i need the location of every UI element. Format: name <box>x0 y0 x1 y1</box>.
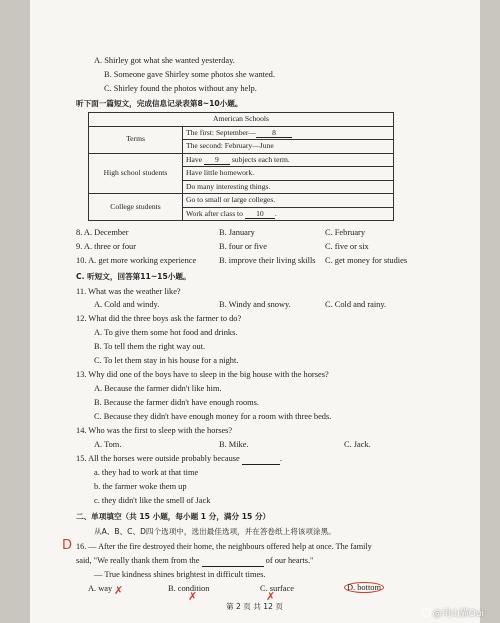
q12-option-c: C. To let them stay in his house for a night. <box>94 356 239 365</box>
q12-stem: 12. What did the three boys ask the farmer to do? <box>76 314 242 323</box>
part2-instruction: 从A、B、C、D四个选项中，选出最佳选项，并在答卷纸上将该项涂黑。 <box>94 527 336 536</box>
section-b-instruction: 听下面一篇短文，完成信息记录表第8~10小题。 <box>76 99 243 108</box>
q10-option-b: B. improve their living skills <box>219 256 316 265</box>
q11-stem: 11. What was the weather like? <box>76 287 181 296</box>
q9-option-b: B. four or five <box>219 242 267 251</box>
q16-option-b: B. condition <box>168 584 210 593</box>
q13-option-b: B. Because the farmer didn't have enough rooms. <box>94 398 260 407</box>
college-size: Go to small or large colleges. <box>183 194 394 208</box>
q16-option-a: A. way <box>88 584 113 593</box>
high-school-label: High school students <box>89 153 183 194</box>
college-label: College students <box>89 194 183 221</box>
part2-heading: 二、单项填空（共 15 小题，每小题 1 分，满分 15 分） <box>76 512 271 521</box>
q7-option-a: A. Shirley got what she wanted yesterday. <box>94 56 235 65</box>
q9-option-c: C. five or six <box>325 242 369 251</box>
q8-option-c: C. February <box>325 228 366 237</box>
q12-option-a: A. To give them some hot food and drinks. <box>94 328 238 337</box>
q16-blank <box>202 555 264 567</box>
q9-option-a: 9. A. three or four <box>76 242 137 251</box>
hs-subjects: Have 9 subjects each term. <box>183 153 394 167</box>
cross-mark-icon: ✗ <box>114 584 124 597</box>
terms-label: Terms <box>89 126 183 153</box>
q16-stem-line1: 16. — After the fire destroyed their home, the neighbours offered help at once. The family <box>76 542 372 551</box>
q7-option-b: B. Someone gave Shirley some photos she wanted. <box>104 70 275 79</box>
q15-stem: 15. All the horses were outside probably because . <box>76 454 282 463</box>
q15-option-c: c. they didn't like the smell of Jack <box>94 496 211 505</box>
hs-activities: Do many interesting things. <box>183 180 394 194</box>
term-first: The first: September— 8 <box>183 126 394 140</box>
q11-option-b: B. Windy and snowy. <box>219 300 291 309</box>
q11-option-c: C. Cold and rainy. <box>325 300 387 309</box>
q14-option-a: A. Tom. <box>94 440 122 449</box>
margin-answer-mark: D <box>62 538 73 553</box>
american-schools-table <box>88 112 394 221</box>
college-work: Work after class to 10 . <box>183 207 394 221</box>
page-footer: 第 2 页 共 12 页 <box>226 602 283 611</box>
answer-blank-9: 9 <box>204 155 230 165</box>
q7-option-c: C. Shirley found the photos without any help. <box>104 84 257 93</box>
q12-option-b: B. To tell them the right way out. <box>94 342 206 351</box>
q10-option-c: C. get money for studies <box>325 256 408 265</box>
q13-stem: 13. Why did one of the boys have to sleep in the big house with the horses? <box>76 370 329 379</box>
q8-option-b: B. January <box>219 228 255 237</box>
q11-option-a: A. Cold and windy. <box>94 300 160 309</box>
answer-blank-8: 8 <box>256 128 292 138</box>
table-title: American Schools <box>89 113 394 127</box>
q16-stem-line2: said, "We really thank them from the of our hearts." <box>76 556 314 565</box>
answer-blank-10: 10 <box>245 209 275 219</box>
q16-stem-line3: — True kindness shines brightest in difficult times. <box>94 570 266 579</box>
q15-option-b: b. the farmer woke them up <box>94 482 187 491</box>
q10-option-a: 10. A. get more working experience <box>76 256 197 265</box>
q15-option-a: a. they had to work at that time <box>94 468 199 477</box>
section-c-heading: C. 听短文，回答第11~15小题。 <box>76 272 191 281</box>
q16-option-d: D. bottom <box>344 582 384 593</box>
watermark: @司山猫Oui <box>422 606 484 619</box>
cross-mark-icon: ✗ <box>188 590 198 603</box>
hs-homework: Have little homework. <box>183 167 394 181</box>
watermark-logo-icon <box>422 608 431 617</box>
q15-blank <box>242 453 280 465</box>
q8-option-a: 8. A. December <box>76 228 129 237</box>
q14-option-b: B. Mike. <box>219 440 249 449</box>
cross-mark-icon: ✗ <box>266 590 276 603</box>
q13-option-a: A. Because the farmer didn't like him. <box>94 384 222 393</box>
term-second: The second: February—June <box>183 140 394 154</box>
q14-stem: 14. Who was the first to sleep with the horses? <box>76 426 233 435</box>
q13-option-c: C. Because they didn't have enough money for a room with three beds. <box>94 412 332 421</box>
q14-option-c: C. Jack. <box>344 440 371 449</box>
q16-option-c: C. surface <box>260 584 294 593</box>
